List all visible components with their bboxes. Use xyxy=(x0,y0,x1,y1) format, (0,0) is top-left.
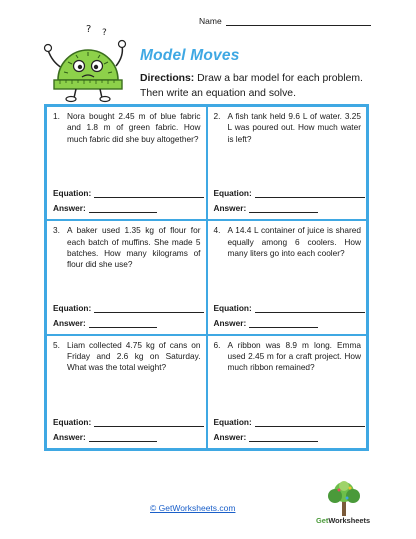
equation-line[interactable] xyxy=(255,418,365,427)
problem-box-4 xyxy=(207,220,368,334)
problem-box-6 xyxy=(207,335,368,449)
problem-box-1 xyxy=(46,106,207,220)
problem-number: 4. xyxy=(213,225,221,236)
answer-label: Answer: xyxy=(53,432,86,442)
problem-question xyxy=(52,340,201,374)
equation-label: Equation: xyxy=(213,302,252,313)
answer-line[interactable] xyxy=(89,204,157,213)
problem-box-5 xyxy=(46,335,207,449)
answer-label: Answer: xyxy=(213,432,247,442)
problem-number: 5. xyxy=(53,339,60,350)
equation-label: Equation: xyxy=(53,188,92,199)
problem-question xyxy=(52,111,201,145)
problem-text: A baker used 1.35 kg of flour for each batch of muffins. She made 5 batches. How many kilograms of flour did she use? xyxy=(67,225,201,270)
directions xyxy=(140,72,380,101)
problem-question xyxy=(213,225,362,259)
problem-text: Nora bought 2.45 m of blue fabric and 1.8 m of green fabric. How much fabric did she buy altogether? xyxy=(67,111,201,144)
problem-number: 3. xyxy=(53,225,60,236)
equation-field[interactable] xyxy=(214,417,365,427)
logo-text-worksheets: Worksheets xyxy=(328,516,371,525)
problem-grid xyxy=(44,104,369,451)
equation-line[interactable] xyxy=(94,418,204,427)
problem-text: A 14.4 L container of juice is shared equally among 6 coolers. How many liters go into each cooler? xyxy=(227,225,361,258)
equation-line[interactable] xyxy=(255,304,365,313)
svg-text:?: ? xyxy=(86,24,92,35)
answer-label: Answer: xyxy=(213,317,247,328)
problem-text: A ribbon was 8.9 m long. Emma used 2.45 m for a craft project. How much ribbon remained? xyxy=(227,339,361,373)
equation-label: Equation: xyxy=(213,188,252,199)
equation-line[interactable] xyxy=(94,304,204,313)
answer-line[interactable] xyxy=(89,433,157,442)
problem-question xyxy=(52,225,201,270)
footer-link[interactable]: © GetWorksheets.com xyxy=(150,503,236,513)
problem-question xyxy=(213,111,362,145)
problem-box-3 xyxy=(46,220,207,334)
problem-question xyxy=(213,340,362,374)
equation-field[interactable] xyxy=(214,303,365,313)
problem-number: 2. xyxy=(213,111,221,121)
answer-line[interactable] xyxy=(249,204,317,213)
answer-field[interactable] xyxy=(214,203,318,213)
equation-field[interactable] xyxy=(214,188,365,198)
answer-field[interactable] xyxy=(53,432,157,442)
directions-label: Directions: xyxy=(140,73,195,84)
svg-text:?: ? xyxy=(102,28,107,38)
answer-field[interactable] xyxy=(214,432,318,442)
equation-label: Equation: xyxy=(53,302,92,313)
answer-label: Answer: xyxy=(213,203,247,214)
answer-label: Answer: xyxy=(53,203,86,214)
problem-text: A fish tank held 9.6 L of water. 3.25 L was poured out. How much water is left? xyxy=(227,111,361,144)
equation-label: Equation: xyxy=(53,417,92,427)
answer-field[interactable] xyxy=(53,203,157,213)
answer-field[interactable] xyxy=(214,318,318,328)
equation-field[interactable] xyxy=(53,303,204,313)
answer-field[interactable] xyxy=(53,318,157,328)
answer-line[interactable] xyxy=(89,319,157,328)
problem-text: Liam collected 4.75 kg of cans on Friday and 2.6 kg on Saturday. What was the total weight? xyxy=(67,339,201,373)
equation-line[interactable] xyxy=(94,189,204,198)
problem-number: 1. xyxy=(53,111,60,121)
problem-box-2 xyxy=(207,106,368,220)
equation-line[interactable] xyxy=(255,189,365,198)
logo-wordmark xyxy=(316,516,370,525)
answer-label: Answer: xyxy=(53,317,86,328)
equation-field[interactable] xyxy=(53,417,204,427)
equation-label: Equation: xyxy=(213,417,252,427)
answer-line[interactable] xyxy=(249,319,317,328)
directions-text: Draw a bar model for each problem. Then write an equation and solve. xyxy=(140,73,363,99)
problem-number: 6. xyxy=(213,339,221,350)
name-label: Name xyxy=(199,16,222,26)
worksheet-title: Model Moves xyxy=(140,47,240,64)
protractor-character-icon xyxy=(40,22,132,104)
name-line[interactable] xyxy=(226,16,371,26)
name-field[interactable] xyxy=(199,16,371,26)
logo-text-get: Get xyxy=(316,516,329,525)
equation-field[interactable] xyxy=(53,188,204,198)
answer-line[interactable] xyxy=(249,433,317,442)
